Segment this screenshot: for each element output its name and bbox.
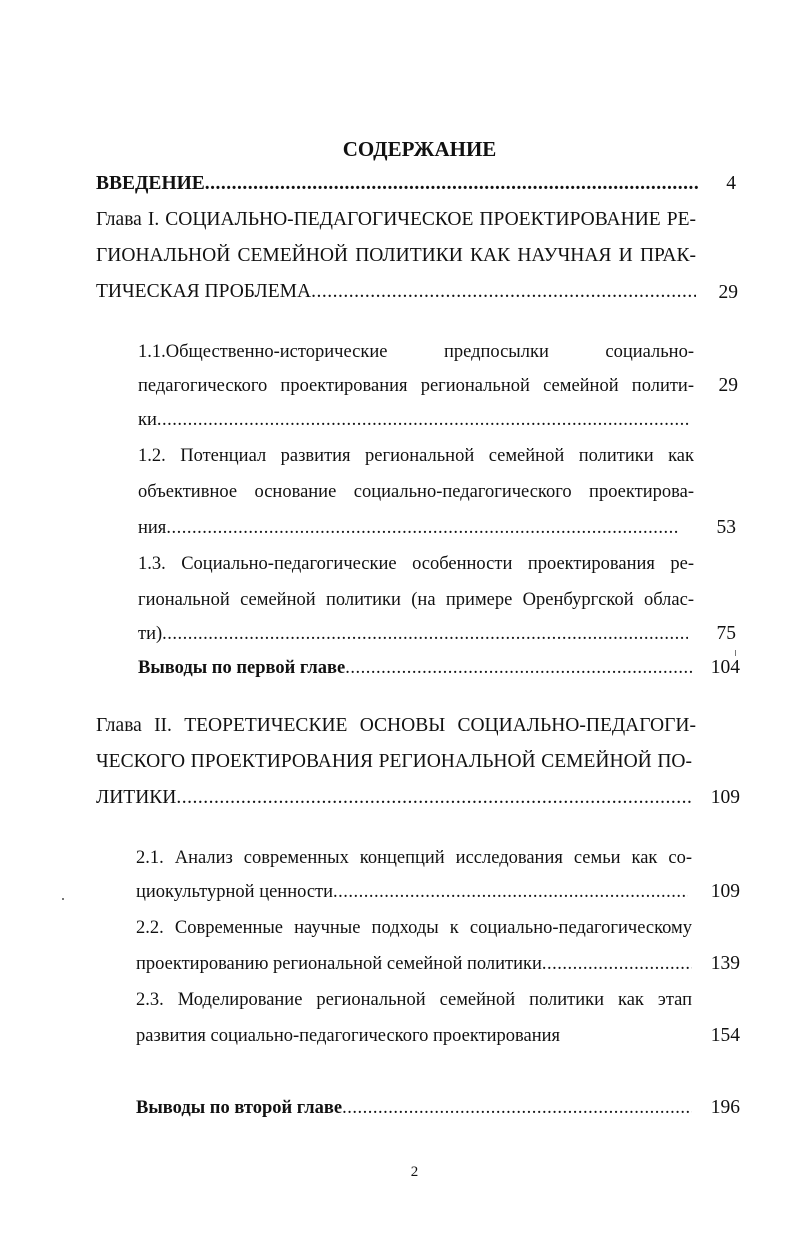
dot-leader xyxy=(345,656,694,680)
section-2-3-page: 154 xyxy=(710,1025,740,1046)
chapter1-title-line-2: ГИОНАЛЬНОЙ СЕМЕЙНОЙ ПОЛИТИКИ КАК НАУЧНАЯ И ПРАК- xyxy=(96,245,696,266)
section-1-2-page: 53 xyxy=(716,517,736,538)
section-2-2-line-1: 2.2. Современные научные подходы к социально-педагогическому xyxy=(136,918,692,938)
chapter2-title-line-3 xyxy=(96,786,692,810)
chapter1-page: 29 xyxy=(718,282,738,303)
chapter1-conclusion xyxy=(138,656,694,680)
section-1-3-line-3-text: ти) xyxy=(138,624,163,644)
section-2-1-line-2 xyxy=(136,880,688,904)
dot-leader xyxy=(311,280,696,304)
section-1-2-line-1: 1.2. Потенциал развития региональной семейной политики как xyxy=(138,446,694,466)
dot-leader xyxy=(166,516,678,540)
section-2-2-line-2-text: проектированию региональной семейной политики xyxy=(136,954,542,974)
section-1-2-line-3-text: ния xyxy=(138,518,167,538)
chapter1-conclusion-label: Выводы по первой главе xyxy=(138,658,346,678)
dot-leader xyxy=(176,786,692,810)
dot-leader xyxy=(162,622,688,646)
section-1-1-page: 29 xyxy=(718,375,738,396)
section-1-3-page: 75 xyxy=(716,623,736,644)
chapter1-conclusion-page: 104 xyxy=(710,657,740,678)
chapter2-conclusion-label: Выводы по второй главе xyxy=(136,1098,343,1118)
section-1-1-line-1: 1.1.Общественно-исторические предпосылки социально- xyxy=(138,342,694,362)
section-1-1-line-3 xyxy=(138,408,690,432)
chapter2-title-line-2: ЧЕСКОГО ПРОЕКТИРОВАНИЯ РЕГИОНАЛЬНОЙ СЕМЕЙНОЙ ПО- xyxy=(96,751,692,772)
chapter1-title-line-1: Глава I. СОЦИАЛЬНО-ПЕДАГОГИЧЕСКОЕ ПРОЕКТИРОВАНИЕ РЕ- xyxy=(96,209,696,230)
toc-entry-intro-page: 4 xyxy=(726,173,736,194)
chapter2-conclusion-page: 196 xyxy=(710,1097,740,1118)
chapter1-title-line-3-text: ТИЧЕСКАЯ ПРОБЛЕМА xyxy=(96,281,312,302)
dot-leader xyxy=(205,172,700,196)
chapter2-conclusion xyxy=(136,1096,692,1120)
chapter2-page: 109 xyxy=(710,787,740,808)
toc-entry-intro xyxy=(96,172,700,196)
section-2-2-page: 139 xyxy=(710,953,740,974)
dot-leader xyxy=(333,880,688,904)
page-number: 2 xyxy=(410,1164,419,1180)
chapter2-title-line-3-text: ЛИТИКИ xyxy=(96,787,177,808)
section-1-2-line-3 xyxy=(138,516,678,540)
chapter1-title-line-3 xyxy=(96,280,696,304)
dot-leader xyxy=(542,952,692,976)
section-1-1-line-3-text: ки xyxy=(138,410,157,430)
section-1-3-line-2: гиональной семейной политики (на примере Оренбургской облас- xyxy=(138,590,694,610)
section-2-3-line-1: 2.3. Моделирование региональной семейной политики как этап xyxy=(136,990,692,1010)
chapter2-title-line-1: Глава II. ТЕОРЕТИЧЕСКИЕ ОСНОВЫ СОЦИАЛЬНО-ПЕДАГОГИ- xyxy=(96,715,696,736)
dot-leader xyxy=(157,408,690,432)
scan-speck xyxy=(62,898,64,900)
section-2-3-line-2: развития социально-педагогического проектирования xyxy=(136,1026,561,1046)
section-2-2-line-2 xyxy=(136,952,692,976)
section-2-1-line-2-text: циокультурной ценности xyxy=(136,882,334,902)
section-1-3-line-1: 1.3. Социально-педагогические особенности проектирования ре- xyxy=(138,554,694,574)
section-1-1-line-2: педагогического проектирования региональной семейной полити- xyxy=(138,376,694,396)
section-1-3-line-3 xyxy=(138,622,688,646)
section-2-1-page: 109 xyxy=(710,881,740,902)
scan-speck xyxy=(735,650,736,656)
toc-entry-intro-label: ВВЕДЕНИЕ xyxy=(96,173,205,194)
section-1-2-line-2: объективное основание социально-педагогического проектирова- xyxy=(138,482,694,502)
toc-title: СОДЕРЖАНИЕ xyxy=(342,137,497,161)
section-2-1-line-1: 2.1. Анализ современных концепций исследования семьи как со- xyxy=(136,848,692,868)
dot-leader xyxy=(342,1096,692,1120)
